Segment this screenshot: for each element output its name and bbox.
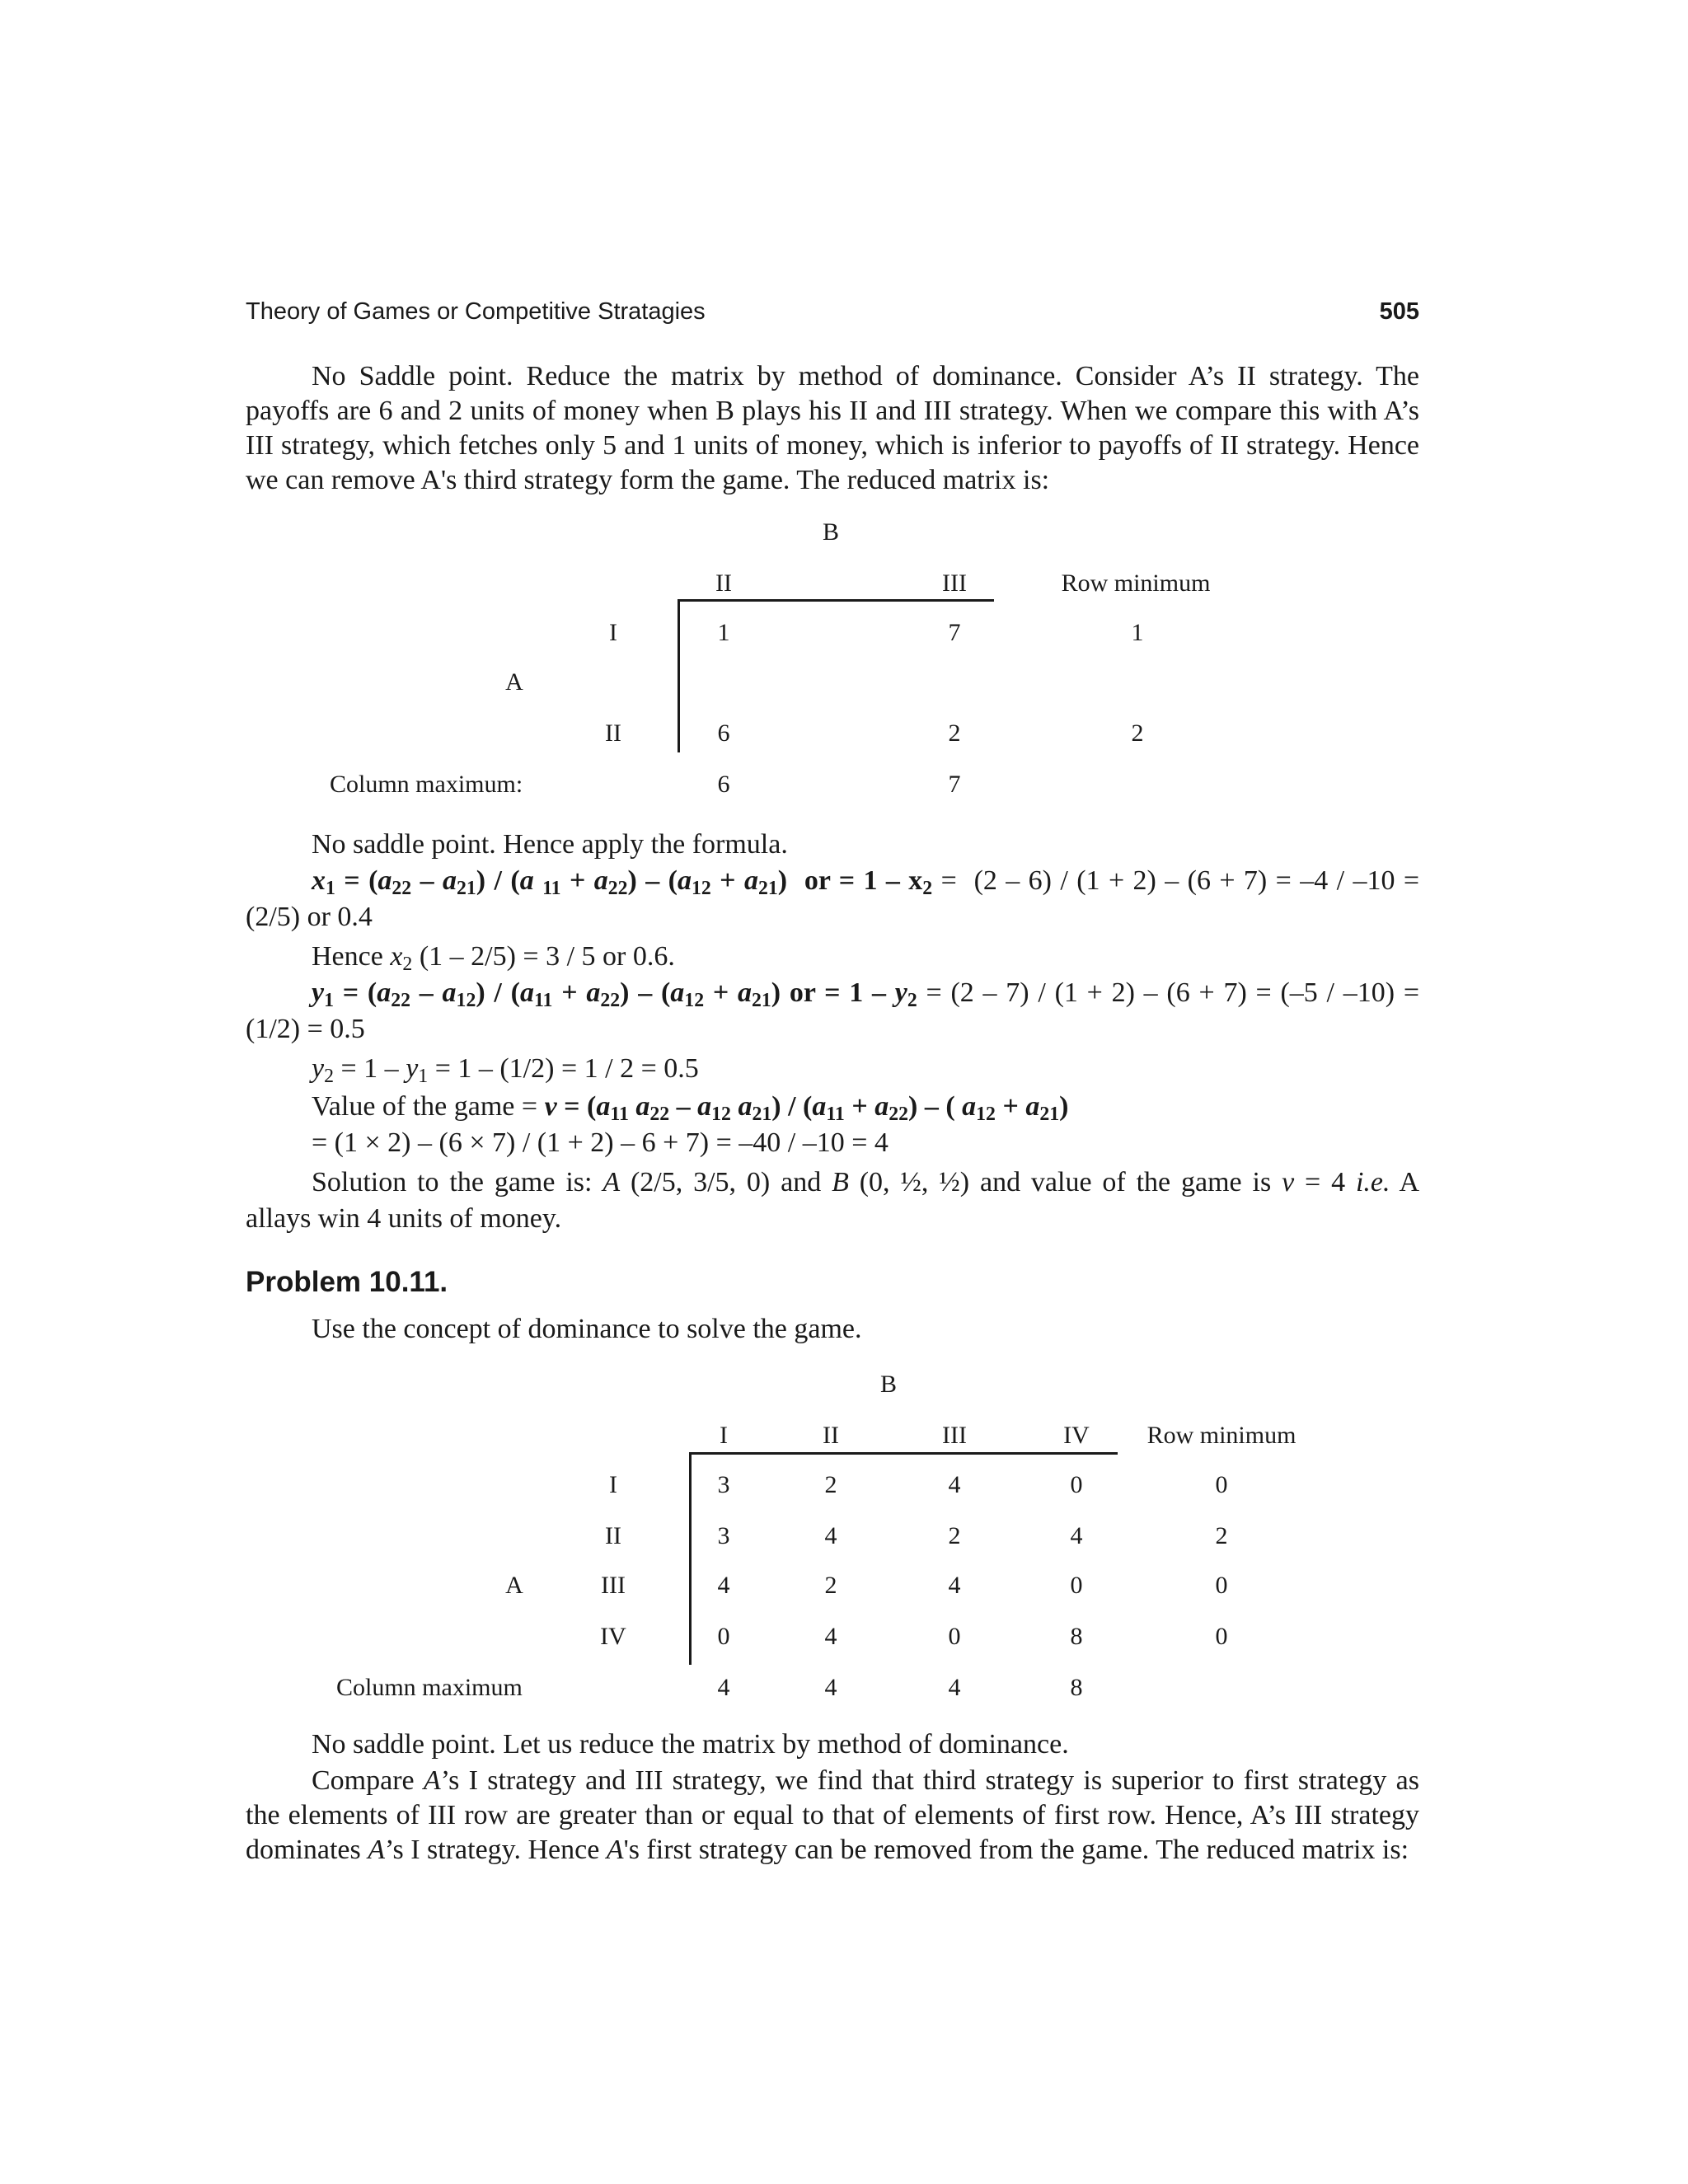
- table2-cell: 8: [1070, 1623, 1083, 1650]
- table2-col-max: 4: [717, 1674, 730, 1701]
- table2-player-a: A: [505, 1572, 523, 1599]
- table1-col-header: II: [715, 569, 732, 597]
- table1-left-rule: [678, 599, 680, 752]
- table2-cell: 4: [1070, 1522, 1083, 1549]
- table2-cell: 4: [948, 1471, 961, 1498]
- table2-row-min: 0: [1215, 1572, 1228, 1599]
- table2-col-max: 8: [1070, 1674, 1083, 1701]
- y1-formula-rhs: = (2 – 7) / (1 + 2) – (6 + 7) = (–5 / –10) =: [926, 977, 1419, 1008]
- table1-cell: 2: [948, 719, 961, 747]
- x1-result: (2/5) or 0.4: [246, 902, 373, 932]
- table2-col-header: IV: [1063, 1422, 1090, 1449]
- value-calculation: = (1 × 2) – (6 × 7) / (1 + 2) – 6 + 7) = –40 / –10 = 4: [312, 1127, 889, 1158]
- page-number: 505: [1379, 298, 1419, 325]
- table1-col-header: III: [942, 569, 967, 597]
- closing-paragraph: Compare A’s I strategy and III strategy, we find that third strategy is superior to first strategy as the elements of III row are greater than or equal to that of elements of first row. Hence, A’s III strategy dominates A’s I strategy. Hence A's first strategy can be removed from the game. The reduced matrix is:: [246, 1765, 1419, 1865]
- table2-row-min: 0: [1215, 1623, 1228, 1650]
- table2-row-min-header: Row minimum: [1146, 1422, 1296, 1449]
- conclusion-d: A: [1399, 1167, 1420, 1197]
- table2-cell: 4: [948, 1572, 961, 1599]
- x1-formula-line: $x_1 = (a_{22} - a_{21}) / (a$ $_{11} + a_{22}) - (a_{12} + a_{21})$ or = $1 - x_2 = (2 - 6) / (1 + 2) - (6 + 7) = -4 / -10$ =: [312, 865, 1420, 899]
- x2-line: Hence $x_2$ (1 – 2/5) = 3 / 5 or 0.6.: [312, 941, 675, 975]
- table2-col-max-label: Column maximum: [336, 1674, 523, 1701]
- y1-result: (1/2) = 0.5: [246, 1014, 365, 1044]
- table2-row-min: 0: [1215, 1471, 1228, 1498]
- table1-row-min: 1: [1131, 619, 1144, 646]
- table1-row-min: 2: [1131, 719, 1144, 747]
- table2-cell: 3: [717, 1471, 730, 1498]
- table1-row-min-header: Row minimum: [1061, 569, 1211, 597]
- closing-c: ’s I strategy. Hence: [385, 1835, 600, 1865]
- conclusion-line: Solution to the game is: A (2/5, 3/5, 0) and B (0, ½, ½) and value of the game is v = 4 i.e. A: [312, 1167, 1420, 1197]
- table2-col-max: 4: [824, 1674, 837, 1701]
- table1-row-label: I: [609, 619, 617, 646]
- table2-col-header: II: [823, 1422, 839, 1449]
- problem-heading: Problem 10.11.: [246, 1266, 448, 1298]
- running-header-title: Theory of Games or Competitive Stratagies: [246, 298, 706, 325]
- table1-player-b: B: [822, 518, 840, 546]
- table2-row-label: IV: [600, 1623, 626, 1650]
- x1-formula-rhs: (2 – 6) / (1 + 2) – (6 + 7) = –4 / –10 =: [973, 865, 1420, 896]
- table2-col-header: III: [942, 1422, 967, 1449]
- table2-row-label: I: [609, 1471, 617, 1498]
- table1-col-max: 6: [717, 771, 730, 798]
- closing-a: Compare: [312, 1765, 415, 1796]
- table1-col-max-label: Column maximum:: [330, 771, 523, 798]
- table2-cell: 0: [1070, 1471, 1083, 1498]
- conclusion-a: (2/5, 3/5, 0) and: [630, 1167, 822, 1197]
- y2-value: = 1 – (1/2) = 1 / 2 = 0.5: [434, 1053, 699, 1084]
- table2-left-rule: [689, 1452, 692, 1665]
- intro-paragraph: [246, 359, 1419, 498]
- table2-col-header: I: [720, 1422, 728, 1449]
- conclusion-b: (0, ½, ½) and value of the game is: [859, 1167, 1272, 1197]
- x2-value: (1 – 2/5) = 3 / 5 or 0.6.: [419, 941, 675, 972]
- conclusion-continuation: allays win 4 units of money.: [246, 1203, 562, 1234]
- intro-paragraph-text: No Saddle point. Reduce the matrix by method of dominance. Consider A’s II strategy. The payoffs are 6 and 2 units of money when B plays his II and III strategy. When we compare this with A’s III strategy, which fetches only 5 and 1 units of money, which is inferior to payoffs of II strategy. Hence we can remove A's third strategy form the game. The reduced matrix is:: [246, 361, 1419, 495]
- problem-statement: Use the concept of dominance to solve the game.: [312, 1314, 862, 1344]
- closing-line-1: No saddle point. Let us reduce the matrix by method of dominance.: [312, 1729, 1069, 1760]
- table1-cell: 7: [948, 619, 961, 646]
- table2-cell: 2: [948, 1522, 961, 1549]
- table2-cell: 2: [824, 1572, 837, 1599]
- table1-col-max: 7: [948, 771, 961, 798]
- value-prefix: Value of the game =: [312, 1091, 538, 1122]
- table2-row-min: 2: [1215, 1522, 1228, 1549]
- closing-b: ’s I strategy and III strategy, we find that third strategy is superior to first strategy as the elements of III row are greater than or equal to that of elements of first row. Hence, A’s III strategy dominates: [246, 1765, 1419, 1865]
- table2-col-max: 4: [948, 1674, 961, 1701]
- table2-row-label: III: [601, 1572, 626, 1599]
- table1-top-rule: [678, 599, 994, 602]
- y2-line: $y_2 = 1 - y_1 = 1 - (1/2) = 1 / 2 = 0.5$: [312, 1053, 699, 1087]
- table1-player-a: A: [505, 668, 523, 696]
- table2-row-label: II: [605, 1522, 621, 1549]
- table2-player-b: B: [879, 1371, 898, 1398]
- no-saddle-line: No saddle point. Hence apply the formula.: [312, 829, 788, 860]
- table2-cell: 3: [717, 1522, 730, 1549]
- table1-row-label: II: [605, 719, 621, 747]
- table2-cell: 0: [717, 1623, 730, 1650]
- closing-d: 's first strategy can be removed from the game. The reduced matrix is:: [623, 1835, 1409, 1865]
- table2-cell: 4: [824, 1522, 837, 1549]
- table2-top-rule: [689, 1452, 1118, 1455]
- table2-cell: 0: [948, 1623, 961, 1650]
- table2-cell: 0: [1070, 1572, 1083, 1599]
- conclusion-c: = 4: [1305, 1167, 1346, 1197]
- table2-cell: 2: [824, 1471, 837, 1498]
- table1-cell: 1: [717, 619, 730, 646]
- y1-formula-line: $y_1 = (a_{22} - a_{12}) / (a_{11} + a_{22}) - (a_{12} + a_{21})$ or = $1 - y_2 = (2 - 7) / (1 + 2) - (6 + 7) = (-5 / -10)$ =: [312, 977, 1419, 1011]
- table2-cell: 4: [717, 1572, 730, 1599]
- table2-cell: 4: [824, 1623, 837, 1650]
- table1-cell: 6: [717, 719, 730, 747]
- value-formula-line: Value of the game = $v = (a_{11}$ $a_{22} - a_{12}$ $a_{21}) / (a_{11} + a_{22})$ – ( $a_{12} + a_{21}$): [312, 1091, 1069, 1125]
